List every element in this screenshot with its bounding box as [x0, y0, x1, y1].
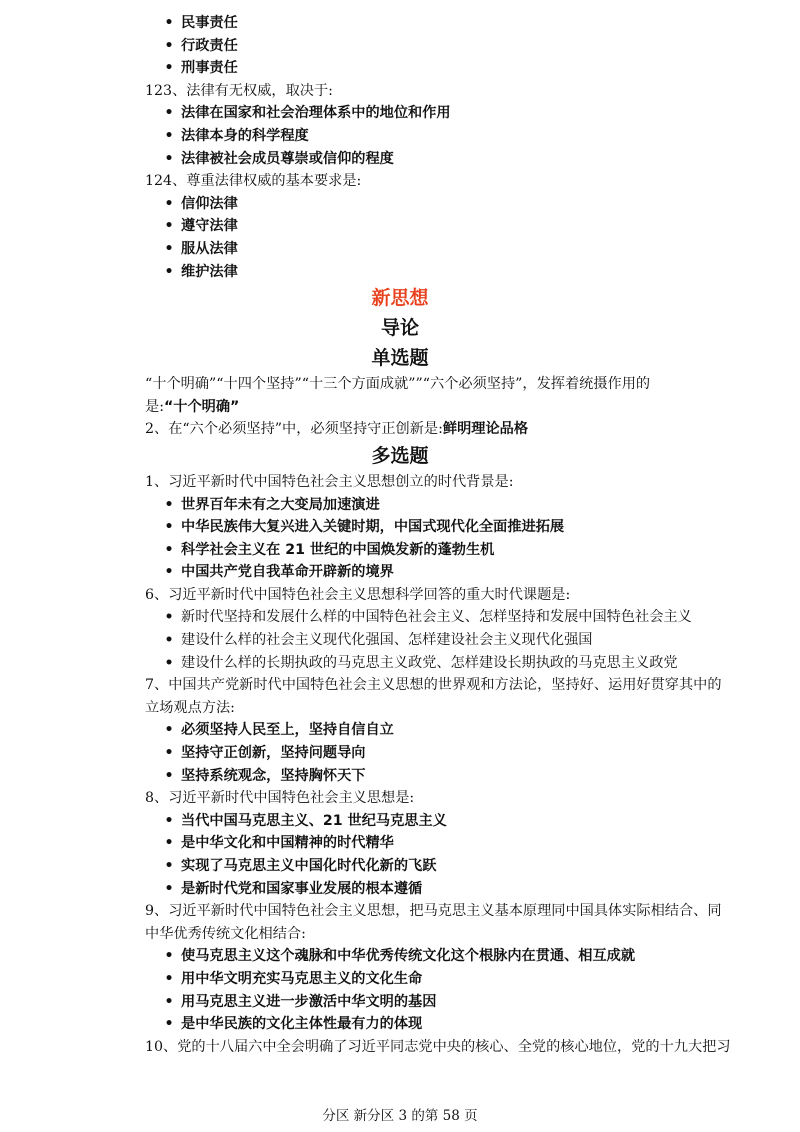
answer-text: 鲜明理论品格: [442, 421, 529, 438]
list-item: • 世界百年未有之大变局加速演进: [145, 494, 770, 517]
bullet-icon: •: [164, 195, 174, 212]
answer-list-124: [145, 193, 770, 283]
list-item: • 是中华文化和中国精神的时代精华: [145, 832, 770, 855]
bullet-icon: •: [164, 218, 174, 235]
bullet-icon: •: [164, 541, 174, 558]
list-item: • 维护法律: [145, 261, 770, 284]
list-item: • 刑事责任: [145, 57, 770, 80]
answer-text: “十个明确”: [163, 398, 240, 415]
list-item: • 遵守法律: [145, 215, 770, 238]
bullet-icon: •: [164, 880, 174, 897]
bullet-icon: •: [164, 240, 174, 257]
list-item: • 用中华文明充实马克思主义的文化生命: [145, 968, 770, 991]
bullet-icon: •: [164, 948, 174, 965]
multi-question-6: 6、习近平新时代中国特色社会主义思想科学回答的重大时代课题是:: [145, 586, 571, 603]
bullet-icon: •: [164, 654, 174, 671]
bullet-icon: •: [164, 722, 174, 739]
list-item: • 是新时代党和国家事业发展的根本遵循: [145, 878, 770, 901]
list-item: • 中华民族伟大复兴进入关键时期，中国式现代化全面推进拓展: [145, 516, 770, 539]
page-footer: 分区 新分区 3 的第 58 页: [322, 1108, 478, 1124]
answer-list-m6: [145, 606, 770, 674]
multi-question-8: 8、习近平新时代中国特色社会主义思想是:: [145, 790, 415, 807]
bullet-icon: •: [164, 564, 174, 581]
single-choice-heading: 单选题: [371, 347, 429, 370]
bullet-icon: •: [164, 150, 174, 167]
bullet-icon: •: [164, 105, 174, 122]
single-question-1: “十个明确”“十四个坚持”“十三个方面成就””“六个必须坚持”，发挥着统摄作用的: [145, 376, 651, 393]
list-item: • 建设什么样的长期执政的马克思主义政党、怎样建设长期执政的马克思主义政党: [145, 652, 770, 675]
single-question-2: 2、在“六个必须坚持”中，必须坚持守正创新是:鲜明理论品格: [145, 421, 529, 438]
list-item: • 实现了马克思主义中国化时代化新的飞跃: [145, 855, 770, 878]
list-item: • 建设什么样的社会主义现代化强国、怎样建设社会主义现代化强国: [145, 629, 770, 652]
list-item: • 民事责任: [145, 12, 770, 35]
bullet-icon: •: [164, 632, 174, 649]
question-124: 124、尊重法律权威的基本要求是:: [145, 173, 362, 190]
page-content: [145, 12, 770, 1058]
bullet-icon: •: [164, 37, 174, 54]
section-title: 新思想: [371, 287, 429, 310]
multi-choice-heading: 多选题: [371, 444, 429, 467]
list-item: • 法律本身的科学程度: [145, 125, 770, 148]
bullet-icon: •: [164, 609, 174, 626]
list-item: • 中国共产党自我革命开辟新的境界: [145, 561, 770, 584]
list-item: • 必须坚持人民至上，坚持自信自立: [145, 719, 770, 742]
list-item: • 法律在国家和社会治理体系中的地位和作用: [145, 102, 770, 125]
bullet-icon: •: [164, 970, 174, 987]
single-question-1-cont: 是:“十个明确”: [145, 398, 240, 415]
multi-question-1: 1、习近平新时代中国特色社会主义思想创立的时代背景是:: [145, 473, 514, 490]
answer-list-m1: [145, 494, 770, 584]
bullet-icon: •: [164, 519, 174, 536]
answer-list-m7: [145, 719, 770, 787]
bullet-icon: •: [164, 812, 174, 829]
list-item: • 行政责任: [145, 35, 770, 58]
question-123: 123、法律有无权威，取决于:: [145, 82, 333, 99]
list-item: • 当代中国马克思主义、21 世纪马克思主义: [145, 810, 770, 833]
multi-question-10: 10、党的十八届六中全会明确了习近平同志党中央的核心、全党的核心地位，党的十九大把习: [145, 1038, 731, 1055]
list-item: • 使马克思主义这个魂脉和中华优秀传统文化这个根脉内在贯通、相互成就: [145, 945, 770, 968]
bullet-icon: •: [164, 263, 174, 280]
list-item: • 坚持守正创新，坚持问题导向: [145, 742, 770, 765]
bullet-icon: •: [164, 60, 174, 77]
list-item: • 法律被社会成员尊崇或信仰的程度: [145, 148, 770, 171]
top-list: [145, 12, 770, 80]
list-item: • 信仰法律: [145, 193, 770, 216]
bullet-icon: •: [164, 745, 174, 762]
multi-question-9-cont: 中华优秀传统文化相结合:: [145, 925, 306, 942]
answer-list-123: [145, 102, 770, 170]
list-item: • 新时代坚持和发展什么样的中国特色社会主义、怎样坚持和发展中国特色社会主义: [145, 606, 770, 629]
chapter-title: 导论: [380, 317, 419, 340]
bullet-icon: •: [164, 15, 174, 31]
bullet-icon: •: [164, 858, 174, 874]
list-item: • 坚持系统观念，坚持胸怀天下: [145, 765, 770, 788]
answer-list-m8: [145, 810, 770, 900]
answer-list-m9: [145, 945, 770, 1035]
multi-question-7-cont: 立场观点方法:: [145, 699, 235, 716]
list-item: • 用马克思主义进一步激活中华文明的基因: [145, 991, 770, 1014]
list-item: • 科学社会主义在 21 世纪的中国焕发新的蓬勃生机: [145, 539, 770, 562]
bullet-icon: •: [164, 767, 174, 784]
multi-question-9: 9、习近平新时代中国特色社会主义思想，把马克思主义基本原理同中国具体实际相结合、同: [145, 903, 722, 920]
multi-question-7: 7、中国共产党新时代中国特色社会主义思想的世界观和方法论，坚持好、运用好贯穿其中的: [145, 677, 722, 694]
bullet-icon: •: [164, 1016, 174, 1033]
bullet-icon: •: [164, 127, 174, 144]
list-item: • 是中华民族的文化主体性最有力的体现: [145, 1013, 770, 1036]
list-item: • 服从法律: [145, 238, 770, 261]
bullet-icon: •: [164, 496, 174, 513]
bullet-icon: •: [164, 835, 174, 852]
bullet-icon: •: [164, 993, 174, 1010]
